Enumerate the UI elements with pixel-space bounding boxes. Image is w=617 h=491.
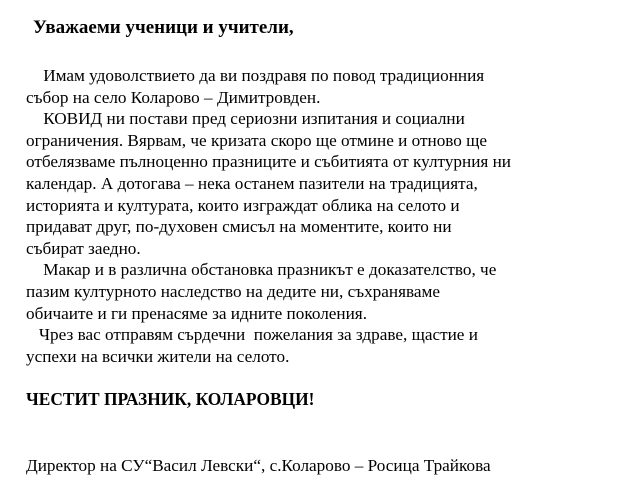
letter-line: Чрез вас отправям сърдечни пожелания за здраве, щастие и bbox=[26, 325, 478, 345]
letter-line: календар. А дотогава – нека останем пазители на традицията, bbox=[26, 173, 478, 193]
letter-line: ограничения. Вярвам, че кризата скоро ще отмине и отново ще bbox=[26, 130, 488, 150]
letter-line: придават друг, по-духовен смисъл на моментите, които ни bbox=[26, 217, 452, 237]
letter-line: КОВИД ни постави пред сериозни изпитания и социални bbox=[26, 109, 465, 129]
letter-line: Имам удоволствието да ви поздравя по повод традиционния bbox=[26, 66, 485, 85]
letter-line: отбелязваме пълноценно празниците и събитията от културния ни bbox=[26, 152, 511, 172]
letter-line: Макар и в различна обстановка празникът е доказателство, че bbox=[26, 260, 497, 280]
letter-line: събор на село Коларово – Димитровден. bbox=[26, 87, 321, 107]
letter-closing: ЧЕСТИТ ПРАЗНИК, КОЛАРОВЦИ! bbox=[26, 389, 315, 409]
letter-greeting: Уважаеми ученици и учители, bbox=[33, 17, 294, 38]
letter-line: събират заедно. bbox=[26, 238, 141, 258]
letter-line: обичаите и ги пренасяме за идните поколения. bbox=[26, 303, 367, 323]
letter-body bbox=[26, 65, 611, 367]
letter-signature: Директор на СУ“Васил Левски“, с.Коларово – Росица Трайкова bbox=[26, 456, 491, 475]
letter-line: пазим културното наследство на дедите ни, съхраняваме bbox=[26, 281, 441, 301]
letter-line: успехи на всички жители на селото. bbox=[26, 346, 290, 366]
letter-line: историята и културата, които изграждат облика на селото и bbox=[26, 195, 460, 215]
